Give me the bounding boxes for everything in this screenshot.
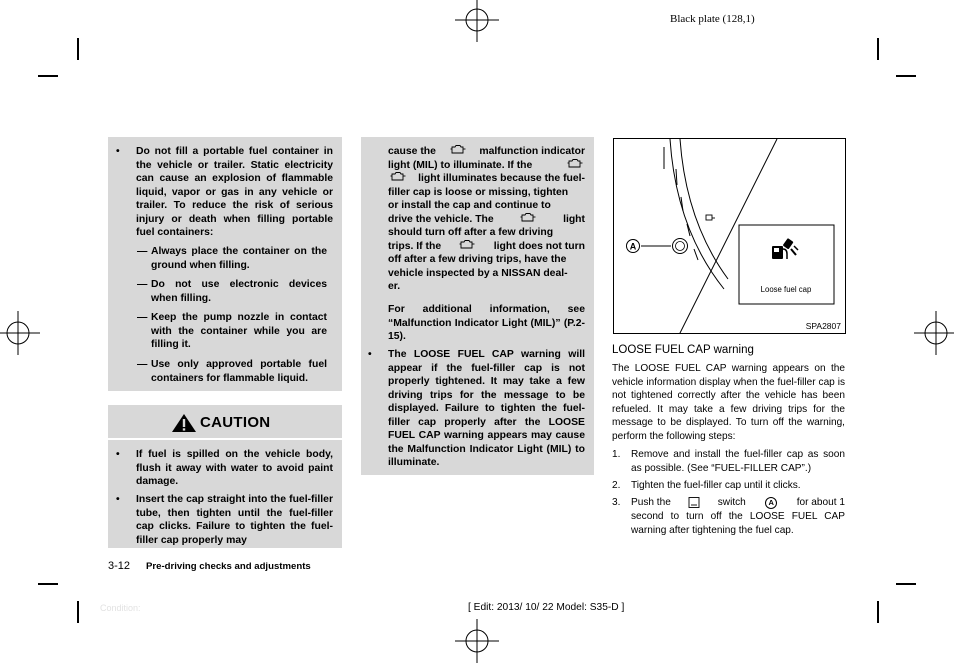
dash-item: — Keep the pump nozzle in contact with the container while you are filling it.	[137, 312, 327, 350]
step-number: 2.	[612, 480, 621, 491]
step-text: Remove and install the fuel-filler cap as soon as possible. (See “FUEL-FILLER CAP”.)	[631, 449, 845, 474]
engine-mil-icon	[459, 239, 475, 255]
mil-line-text: light does not turn	[493, 240, 585, 252]
registration-mark-top	[455, 0, 499, 42]
trip-reset-icon	[706, 215, 715, 220]
engine-mil-icon	[450, 144, 466, 160]
mil-line	[388, 267, 585, 281]
additional-info: For additional information, see “Malfunction Indicator Light (MIL)” (P.2-15).	[388, 304, 585, 342]
mil-line	[388, 159, 585, 173]
condition-label: Condition:	[100, 603, 141, 613]
mil-line	[388, 280, 585, 294]
step-3-post: for about 1	[796, 497, 845, 508]
crop-mark	[38, 583, 58, 585]
instrument-illustration	[614, 139, 846, 334]
figure-callout: A	[629, 241, 637, 252]
mil-line-text: malfunction indicator	[479, 146, 585, 157]
mil-continuation	[388, 145, 585, 294]
mil-line	[388, 199, 585, 213]
mil-line-text: should turn off after a few driving	[388, 227, 554, 238]
dash-item: — Use only approved portable fuel containers for flammable liquid.	[137, 359, 327, 384]
mil-lines	[388, 145, 585, 294]
dash-glyph: —	[137, 359, 148, 370]
mil-line-text: vehicle inspected by a NISSAN deal-	[388, 267, 568, 279]
engine-mil-icon	[567, 158, 583, 174]
step-number: 3.	[612, 497, 621, 508]
plate-label: Black plate (128,1)	[670, 13, 755, 25]
caution-label: CAUTION	[200, 414, 271, 431]
dash-glyph: —	[137, 246, 148, 257]
step-number: 1.	[612, 449, 621, 460]
step-text: Tighten the fuel-filler cap until it clicks.	[631, 480, 801, 491]
mil-line	[388, 145, 585, 159]
dash-glyph: —	[137, 279, 148, 290]
registration-mark-bottom	[455, 619, 499, 663]
mil-line	[388, 253, 585, 267]
crop-mark	[77, 38, 79, 60]
mil-line-text: light	[563, 213, 585, 225]
display-switch-icon	[688, 497, 700, 508]
warning-bullet: • Do not fill a portable fuel container in the vehicle or trailer. Static electricity can cause an explosion of flammable liquid, vapor or gas in any vehicle or trailer. To reduce the risk of serious injury or death when filling portable fuel containers:	[136, 145, 333, 240]
crop-mark	[896, 75, 916, 77]
mil-line-text: light illuminates because the fuel-	[418, 173, 585, 184]
callout-a: A	[765, 497, 777, 509]
mil-line-text: or install the cap and continue to	[388, 200, 551, 211]
engine-mil-icon	[520, 212, 536, 228]
mil-line-text: drive the vehicle. The	[388, 213, 494, 225]
loose-cap-bullet: • The LOOSE FUEL CAP warning will appear if the fuel-filler cap is not properly tightened. It may take a few driving trips for the message to be displayed. Failure to tighten the fuel-filler cap properly after the LOOSE FUEL CAP warning appears may cause the Malfunction Indicator Light (MIL) to illuminate.	[388, 348, 585, 470]
mil-line	[388, 213, 585, 227]
mil-line-text: er.	[388, 281, 401, 292]
figure-code: SPA2807	[805, 321, 841, 331]
step-3-mid: switch	[717, 497, 746, 508]
engine-mil-icon	[390, 171, 406, 187]
caution-warning-icon	[171, 413, 197, 438]
intro-paragraph: The LOOSE FUEL CAP warning appears on the vehicle information display when the fuel-filler cap is not tightened correctly after the vehicle has been refueled. It may take a few driving trips for the message to be displayed. To turn off the warning, perform the following steps:	[612, 363, 845, 442]
step-3-first-line	[631, 496, 845, 510]
mil-line-text: off after a few driving trips, have the	[388, 254, 567, 265]
mil-line	[388, 172, 585, 186]
page-number: 3-12	[108, 560, 131, 572]
crop-mark	[877, 601, 879, 623]
crop-mark	[38, 75, 58, 77]
mil-line-text: light (MIL) to illuminate. If the	[388, 159, 533, 171]
edit-info: [ Edit: 2013/ 10/ 22 Model: S35-D ]	[468, 602, 625, 613]
section-title: LOOSE FUEL CAP warning	[612, 344, 754, 356]
caution-bullet: • Insert the cap straight into the fuel-filler tube, then tighten until the fuel-filler cap clicks. Failure to tighten the fuel-filler cap properly may	[136, 493, 333, 547]
mil-line-text: filler cap is loose or missing, tighten	[388, 186, 569, 198]
mil-line	[388, 186, 585, 200]
footer-section-title: Pre-driving checks and adjustments	[146, 561, 311, 572]
caution-bullet: • If fuel is spilled on the vehicle body, flush it away with water to avoid paint damage.	[136, 448, 333, 489]
mil-line-text: cause the	[388, 146, 436, 157]
registration-mark-right	[914, 311, 954, 355]
crop-mark	[877, 38, 879, 60]
step-3-pre: Push the	[631, 497, 671, 508]
dash-item: — Always place the container on the ground when filling.	[137, 246, 327, 271]
instrument-figure	[613, 138, 846, 334]
mil-line	[388, 240, 585, 254]
registration-mark-left	[0, 311, 40, 355]
mil-line-text: trips. If the	[388, 240, 442, 252]
crop-mark	[896, 583, 916, 585]
dash-item: — Do not use electronic devices when filling.	[137, 279, 327, 304]
mil-line	[388, 226, 585, 240]
display-label: Loose fuel cap	[760, 285, 812, 294]
crop-mark	[77, 601, 79, 623]
dash-glyph: —	[137, 312, 148, 323]
step-text: second to turn off the LOOSE FUEL CAP warning after tightening the fuel cap.	[631, 511, 845, 536]
